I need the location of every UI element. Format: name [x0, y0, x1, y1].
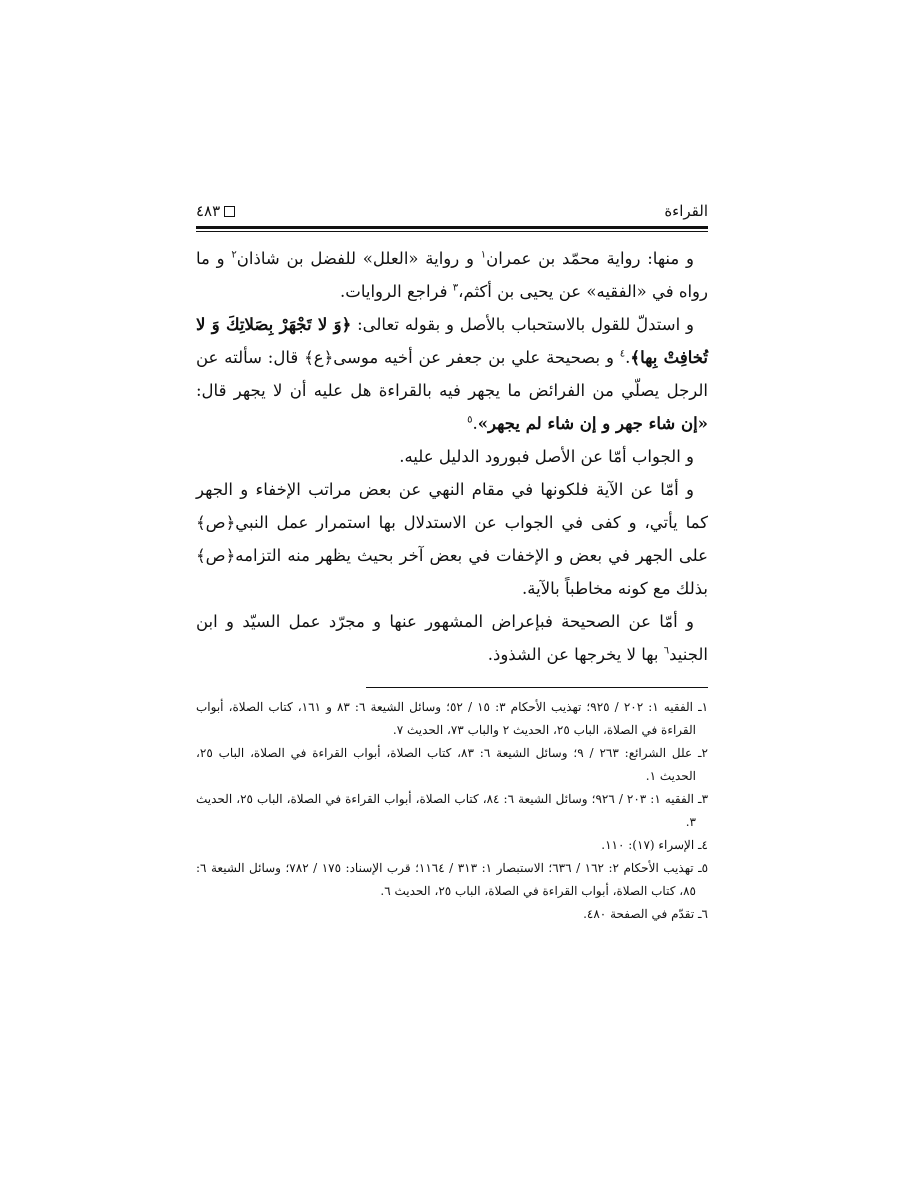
footnote-separator: [366, 687, 708, 688]
section-title: القراءة: [664, 202, 708, 220]
text-run: بها لا يخرجها عن الشذوذ.: [487, 645, 664, 664]
text-run: و منها: رواية محمّد بن عمران: [486, 249, 694, 268]
text-run: و استدلّ للقول بالاستحباب بالأصل و بقوله تعالى:: [351, 315, 694, 334]
hadith-quote: «إن شاء جهر و إن شاء لم يجهر»: [477, 414, 708, 433]
square-outline-icon: [224, 206, 235, 217]
footnote-ref-5[interactable]: ٥: [467, 414, 473, 426]
footnote-5: ٥ـ تهذيب الأحكام ٢: ١٦٢ / ٦٣٦؛ الاستبصار ١: ٣١٣ / ١١٦٤؛ قرب الإسناد: ١٧٥ / ٧٨٢؛ وسائل الشيعة ٦: ٨٥، كتاب الصلاة، أبواب القراءة في الصلاة، الباب ٢٥، الحديث ٦.: [196, 861, 709, 898]
footnote-1: ١ـ الفقيه ١: ٢٠٢ / ٩٢٥؛ تهذيب الأحكام ٣: ١٥ / ٥٢؛ وسائل الشيعة ٦: ٨٣ و ١٦١، كتاب الصلاة، أبواب القراءة في الصلاة، الباب ٢٥، الحديث ٢ والباب ٧٣، الحديث ٧.: [196, 700, 709, 737]
footnote-ref-6[interactable]: ٦: [663, 645, 670, 657]
running-head: [196, 198, 708, 224]
book-page: [196, 198, 708, 926]
text-run: .: [472, 414, 478, 433]
quran-verse: ﴿وَ لا تَجْهَرْ بِصَلاتِكَ وَ لا تُخافِتْ بِها﴾: [196, 315, 708, 367]
paragraph-4: و أمّا عن الآية فلكونها في مقام النهي عن بعض مراتب الإخفاء و الجهر كما يأتي، و كفى في الجواب عن الاستدلال بها استمرار عمل النبي﴿ص﴾ على الجهر في بعض و الإخفات في بعض آخر بحيث يظهر منه التزامه﴿ص﴾ بذلك مع كونه مخاطباً بالآية.: [196, 480, 708, 598]
text-run: و ما رواه في «الفقيه» عن يحيى بن أكثم،: [196, 249, 708, 301]
footnote-2: ٢ـ علل الشرائع: ٢٦٣ / ٩؛ وسائل الشيعة ٦: ٨٣، كتاب الصلاة، أبواب القراءة في الصلاة، الباب ٢٥، الحديث ١.: [196, 746, 708, 783]
text-run: و أمّا عن الصحيحة فبإعراض المشهور عنها و مجرّد عمل السيّد و ابن الجنيد: [196, 612, 708, 664]
paragraph-5: [196, 605, 708, 671]
header-rule-thick: [196, 226, 708, 229]
footnote-ref-2[interactable]: ٢: [231, 249, 237, 261]
footnote-ref-1[interactable]: ١: [480, 249, 487, 261]
text-run: .: [625, 348, 631, 367]
folio: [196, 202, 235, 220]
footnote-6: ٦ـ تقدّم في الصفحة ٤٨٠.: [583, 907, 708, 921]
text-run: و بصحيحة علي بن جعفر عن أخيه موسى﴿ع﴾ قال: سألته عن الرجل يصلّي من الفرائض ما يجهر فيه بالقراءة هل عليه أن لا يجهر قال:: [196, 348, 708, 400]
paragraph-2: [196, 308, 708, 440]
footnote-4: ٤ـ الإسراء (١٧): ١١٠.: [601, 838, 708, 852]
page-number: ٤٨٣: [196, 202, 221, 220]
paragraph-3: و الجواب أمّا عن الأصل فبورود الدليل عليه.: [399, 447, 694, 466]
main-text: [196, 242, 708, 671]
text-run: و رواية «العلل» للفضل بن شاذان: [236, 249, 481, 268]
header-rule-thin: [196, 231, 708, 232]
paragraph-1: [196, 242, 708, 308]
footnote-ref-3[interactable]: ٣: [452, 282, 459, 294]
footnote-ref-4[interactable]: ٤: [619, 348, 626, 360]
footnote-3: ٣ـ الفقيه ١: ٢٠٣ / ٩٢٦؛ وسائل الشيعة ٦: ٨٤، كتاب الصلاة، أبواب القراءة في الصلاة، الباب ٢٥، الحديث ٣.: [196, 792, 709, 829]
text-run: فراجع الروايات.: [340, 282, 453, 301]
footnotes: [196, 696, 708, 926]
